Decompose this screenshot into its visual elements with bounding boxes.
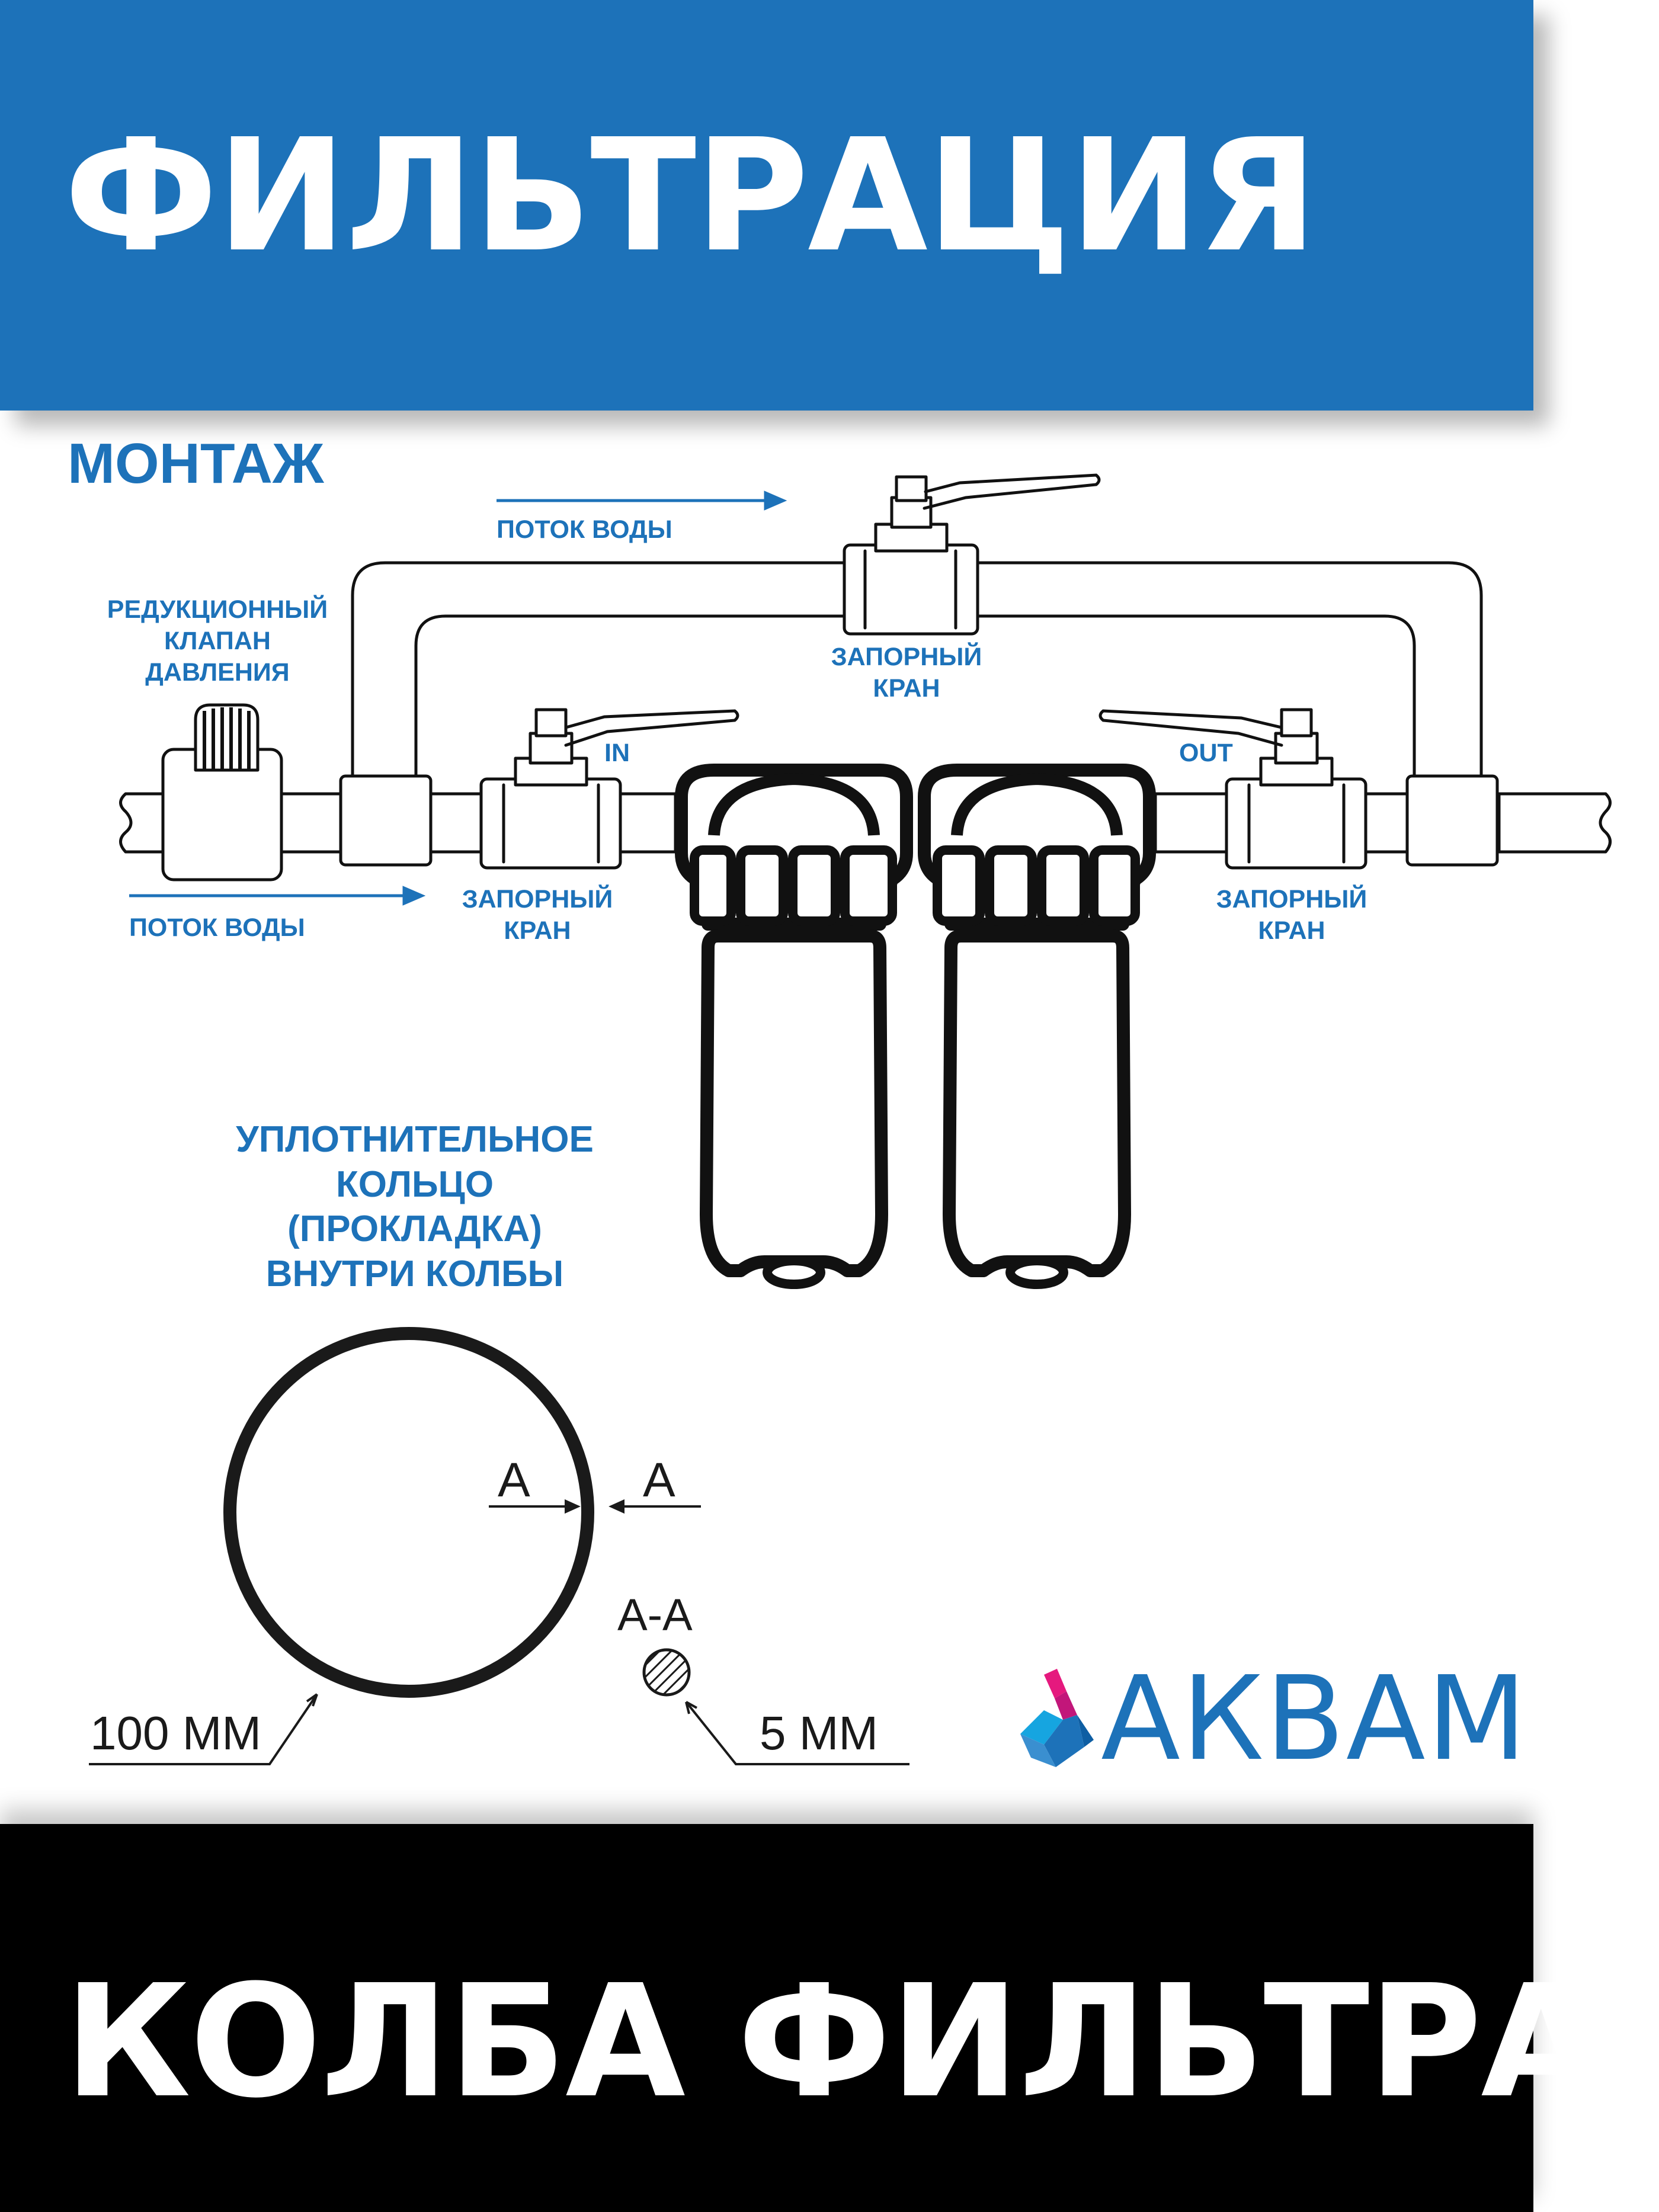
main-pipe-right [1499,794,1610,852]
brand-logo [1020,1652,1528,1787]
bypass-valve-label: ЗАПОРНЫЙ КРАН [831,643,982,703]
out-label: OUT [1179,739,1233,767]
filter-housing-right [924,770,1149,1284]
seal-title: УПЛОТНИТЕЛЬНОЕ КОЛЬЦО (ПРОКЛАДКА) ВНУТРИ КОЛБЫ [236,1119,594,1294]
reducer-valve-label: РЕДУКЦИОННЫЙ КЛАПАН ДАВЛЕНИЯ [107,595,328,687]
section-view-label: А-А [617,1590,693,1640]
in-valve-label: ЗАПОРНЫЙ КРАН [462,885,613,945]
out-valve-label: ЗАПОРНЫЙ КРАН [1216,885,1367,945]
brand-name: АКВАМ [1101,1652,1528,1787]
flow-label-top: ПОТОК ВОДЫ [497,515,672,544]
footer-banner [0,1824,1600,2212]
in-label: IN [604,739,630,767]
header-title: ФИЛЬТРАЦИЯ [64,105,1317,286]
tee-left [341,776,431,865]
tee-right [1407,776,1497,865]
flow-label-bottom: ПОТОК ВОДЫ [129,913,305,942]
thickness-label: 5 ММ [760,1707,878,1759]
diameter-label: 100 ММ [90,1707,261,1759]
section-view-hatched [622,1629,711,1718]
section-mark-right: А [643,1453,675,1507]
install-heading: МОНТАЖ [68,432,324,495]
bypass-valve-handle [924,475,1099,508]
footer-title: КОЛБА ФИЛЬТРА [64,1951,1600,2132]
brand-mark-icon [1020,1669,1097,1769]
in-valve-handle [566,711,738,745]
section-mark-left: А [498,1453,530,1507]
seal-ring [230,1333,588,1691]
filter-housing-left [681,770,907,1284]
